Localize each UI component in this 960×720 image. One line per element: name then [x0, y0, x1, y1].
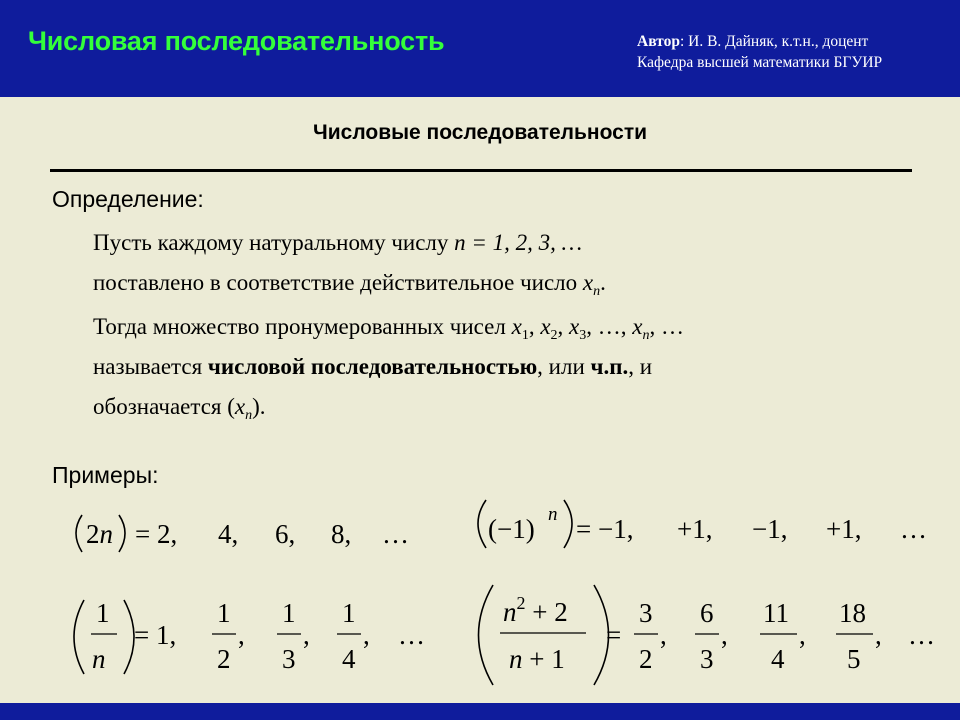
line1-text: Пусть каждому натуральному числу [93, 230, 455, 255]
ex4-frac1-num: 3 [639, 598, 653, 628]
line3-text: Тогда множество пронумерованных чисел [93, 314, 512, 339]
author-name: : И. В. Дайняк, к.т.н., доцент [679, 33, 869, 50]
ex1-val-3: 8, [331, 519, 352, 549]
ex4-den: n + 1 [509, 644, 565, 674]
example-2 [478, 500, 927, 548]
ex4-num: $n^2 + 2$ [503, 593, 568, 627]
ex4-frac3-num: 11 [763, 598, 789, 628]
definition-heading: Определение: [52, 186, 204, 212]
ex4-left-paren [479, 585, 494, 685]
ex2-base: (−1) [488, 514, 535, 544]
ex2-val-4: … [900, 514, 927, 544]
ex2-outer-right-paren [564, 500, 572, 548]
ex4-frac2-num: 6 [700, 598, 714, 628]
ex3-frac2-num: 1 [282, 598, 296, 628]
definition-line-3: Тогда множество пронумерованных чисел $x_1$, $x_2$, $x_3$, …, $x_n$, … [93, 314, 684, 343]
author-label: Автор [637, 33, 680, 50]
line4-abbr: ч.п. [590, 354, 629, 379]
ex3-frac2-den: 3 [282, 644, 296, 674]
line2-text: поставлено в соответствие действительное число [93, 270, 583, 295]
ex4-comma4: , [875, 620, 882, 650]
line1-math: n = 1, 2, 3, … [454, 230, 583, 255]
example-3 [74, 598, 425, 674]
ex3-comma3: , [363, 620, 370, 650]
ex3-frac1-den: 2 [217, 644, 231, 674]
example-4 [479, 585, 936, 685]
section-subtitle: Числовые последовательности [312, 121, 648, 144]
ex1-val-2: 6, [275, 519, 296, 549]
example-1 [76, 515, 409, 552]
ex4-frac3-den: 4 [771, 644, 785, 674]
ex4-comma3: , [799, 620, 806, 650]
ex4-equals: = [606, 620, 622, 650]
examples-heading: Примеры: [52, 462, 159, 488]
ex2-val-2: −1, [752, 514, 788, 544]
ex1-val-4: … [382, 519, 409, 549]
department: Кафедра высшей математики БГУИР [637, 54, 883, 71]
ex4-comma2: , [721, 620, 728, 650]
definition-line-2: поставлено в соответствие действительное число $x_n$. [93, 270, 606, 299]
ex2-outer-left-paren [478, 500, 486, 548]
definition-line-5: обозначается $(x_n)$. [93, 394, 266, 423]
ex3-frac1-num: 1 [217, 598, 231, 628]
ex3-right-paren [124, 600, 134, 674]
ex3-comma1: , [238, 620, 245, 650]
ex2-exponent: n [548, 504, 558, 525]
ex2-val-1: +1, [677, 514, 713, 544]
ex4-ellipsis: … [908, 620, 935, 650]
ex3-frac3-num: 1 [342, 598, 356, 628]
ex1-left-paren [76, 515, 82, 552]
ex3-frac3-den: 4 [342, 644, 356, 674]
ex1-val-1: 4, [218, 519, 239, 549]
ex2-val-3: +1, [826, 514, 862, 544]
ex1-coef: 2n [86, 519, 113, 549]
ex4-frac1-den: 2 [639, 644, 653, 674]
ex1-right-paren [119, 515, 125, 552]
footer-bar [0, 703, 960, 720]
ex3-left-paren [74, 600, 84, 674]
ex4-frac4-num: 18 [839, 598, 866, 628]
line4-mid: , или [537, 354, 591, 379]
line4-bold: числовой последовательностью [207, 354, 538, 379]
ex3-den: n [92, 644, 106, 674]
ex3-comma2: , [303, 620, 310, 650]
ex4-frac4-den: 5 [847, 644, 861, 674]
ex4-frac2-den: 3 [700, 644, 714, 674]
ex2-val-0: = −1, [576, 514, 634, 544]
ex1-val-0: = 2, [135, 519, 178, 549]
ex3-num: 1 [96, 598, 110, 628]
ex4-comma1: , [660, 620, 667, 650]
line4-suffix: , и [628, 354, 653, 379]
ex3-val-0: = 1, [134, 620, 177, 650]
line4-prefix: называется [93, 354, 208, 379]
ex3-ellipsis: … [398, 620, 425, 650]
slide-title: Числовая последовательность [28, 26, 445, 56]
line5-text: обозначается [93, 394, 228, 419]
